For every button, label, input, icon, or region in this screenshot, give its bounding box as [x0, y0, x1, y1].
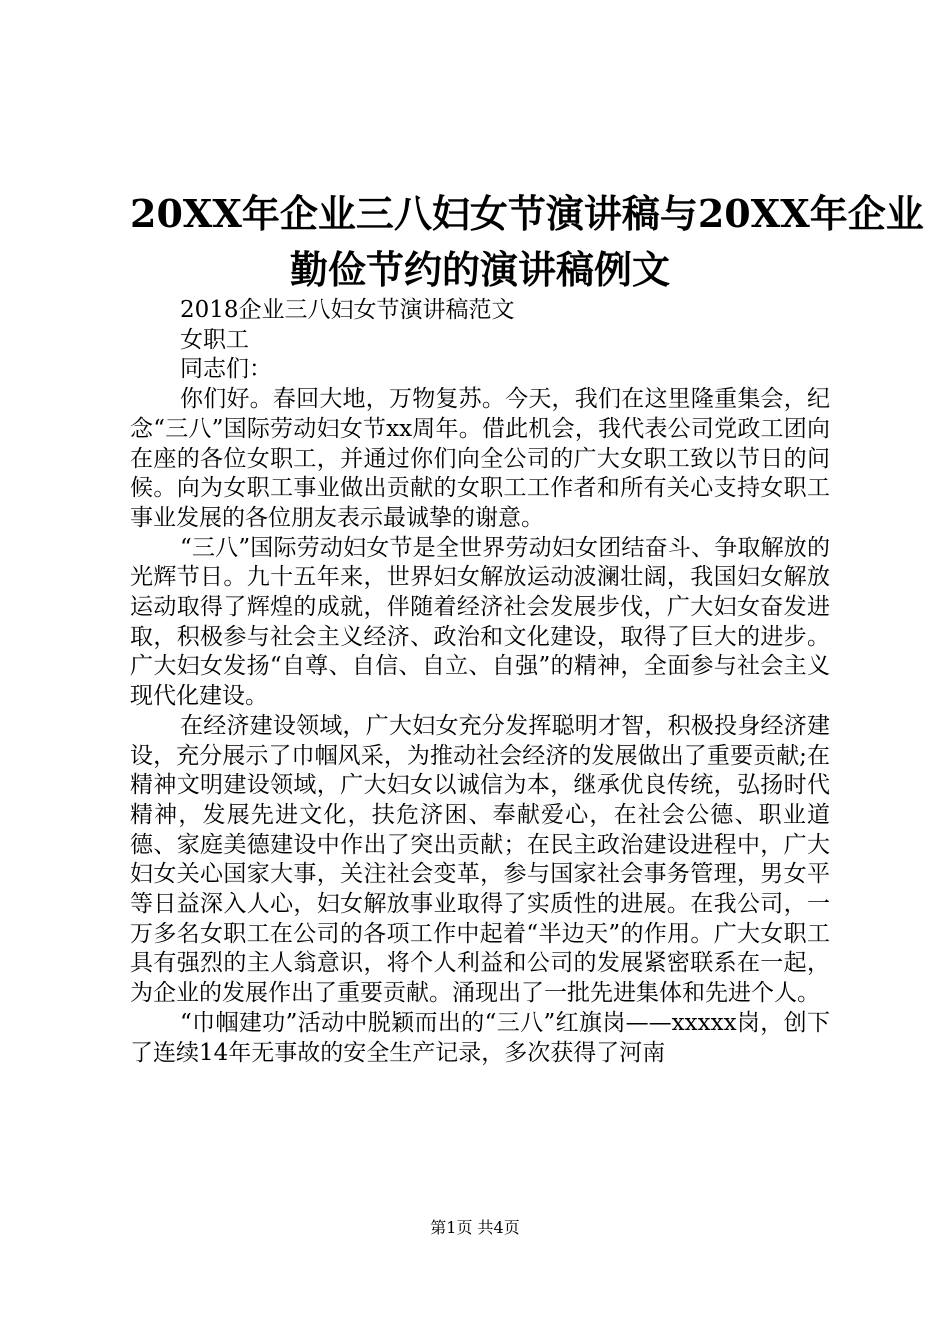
paragraph: “三八”国际劳动妇女节是全世界劳动妇女团结奋斗、争取解放的光辉节日。九十五年来，世界妇女解放运动波澜壮阔，我国妇女解放运动取得了辉煌的成就，伴随着经济社会发展步伐，广大妇女奋发进取，积极参与社会主义经济、政治和文化建设，取得了巨大的进步。广大妇女发扬“自尊、自信、自立、自强”的精神，全面参与社会主义现代化建设。 — [130, 534, 830, 710]
salutation: 同志们： — [180, 356, 272, 383]
paragraph: “巾帼建功”活动中脱颖而出的“三八”红旗岗——xxxxx岗，创下了连续14年无事故的安全生产记录，多次获得了河南 — [130, 1009, 830, 1066]
paragraph: 在经济建设领域，广大妇女充分发挥聪明才智，积极投身经济建设，充分展示了巾帼风采，为推动社会经济的发展做出了重要贡献;在精神文明建设领域，广大妇女以诚信为本，继承优良传统，弘扬时代精神，发展先进文化，扶危济困、奉献爱心，在社会公德、职业道德、家庭美德建设中作出了突出贡献；在民主政治建设进程中，广大妇女关心国家大事，关注社会变革，参与国家社会事务管理，男女平等日益深入人心，妇女解放事业取得了实质性的进展。在我公司，一万多名女职工在公司的各项工作中起着“半边天”的作用。广大女职工具有强烈的主人翁意识，将个人利益和公司的发展紧密联系在一起，为企业的发展作出了重要贡献。涌现出了一批先进集体和先进个人。 — [130, 712, 830, 1007]
document-body — [130, 296, 830, 1068]
page-footer: 第1页 共4页 — [430, 1218, 520, 1237]
document-title-line-2: 勤俭节约的演讲稿例文 — [289, 247, 670, 292]
speech-subtitle: 2018企业三八妇女节演讲稿范文 — [180, 297, 515, 323]
audience-line: 女职工 — [180, 326, 249, 353]
document-title-line-1: 20XX年企业三八妇女节演讲稿与20XX年企业 — [130, 191, 924, 236]
paragraph: 你们好。春回大地，万物复苏。今天，我们在这里隆重集会，纪念“三八”国际劳动妇女节xx周年。借此机会，我代表公司党政工团向在座的各位女职工，并通过你们向全公司的广大女职工致以节日的问候。向为女职工事业做出贡献的女职工工作者和所有关心支持女职工事业发展的各位朋友表示最诚挚的谢意。 — [130, 386, 830, 531]
